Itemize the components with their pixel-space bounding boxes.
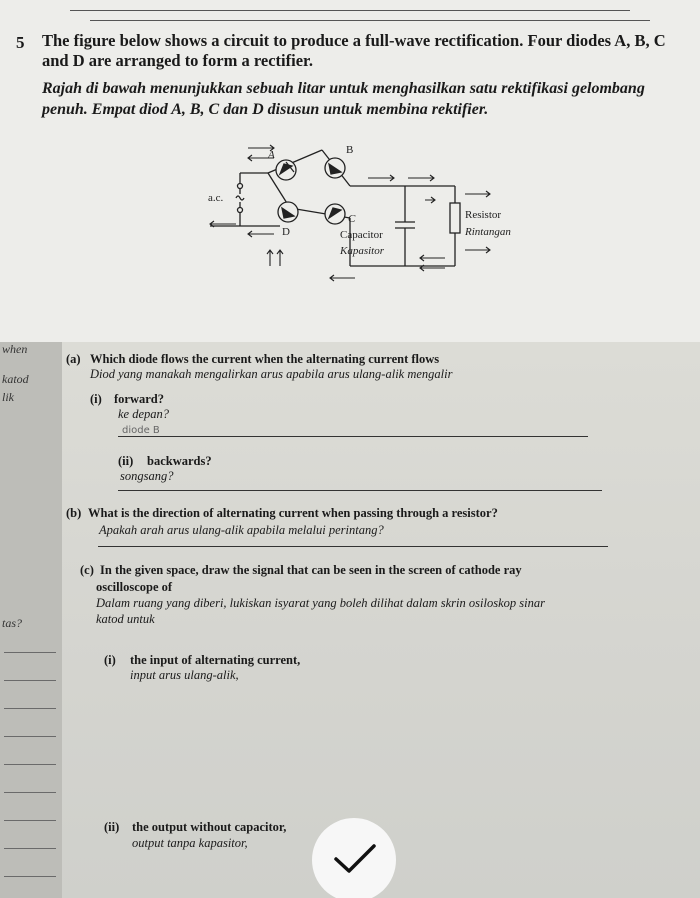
- diode-c: [325, 204, 356, 225]
- upper-sheet: [0, 0, 700, 342]
- part-a-ii-en: backwards?: [147, 454, 212, 468]
- previous-page-edge: [0, 342, 62, 898]
- margin-note: lik: [2, 390, 14, 404]
- part-c-ii-label: (ii): [104, 820, 120, 834]
- part-c-question-en-line1: In the given space, draw the signal that can be seen in the screen of cathode ray: [100, 563, 522, 577]
- margin-rule: [4, 652, 56, 653]
- part-c-question-ms-line1: Dalam ruang yang diberi, lukiskan isyarat yang boleh dilihat dalam skrin osiloskop sinar: [96, 596, 545, 610]
- margin-rule: [4, 708, 56, 709]
- margin-rule: [4, 736, 56, 737]
- part-b-question-ms: Apakah arah arus ulang-alik apabila melalui perintang?: [99, 523, 384, 537]
- ac-source: [208, 184, 244, 213]
- part-c-i-ms: input arus ulang-alik,: [130, 668, 239, 682]
- part-a-i-ms: ke depan?: [118, 407, 170, 421]
- diode-b-label: B: [346, 144, 354, 156]
- part-c-question-en-line2: oscilloscope of: [96, 580, 173, 594]
- part-a-question-ms: Diod yang manakah mengalirkan arus apabila arus ulang-alik mengalir: [90, 367, 453, 381]
- answer-line: [98, 546, 608, 547]
- diode-a: [267, 149, 296, 180]
- diode-c-label: C: [348, 213, 356, 225]
- header-rule: [90, 20, 650, 21]
- answer-line: [118, 436, 588, 437]
- margin-note: when: [2, 342, 28, 356]
- diode-d-label: D: [282, 226, 290, 238]
- margin-rule: [4, 792, 56, 793]
- capacitor-label-ms: Kapasitor: [340, 245, 385, 257]
- diode-b: [325, 144, 353, 178]
- part-a-question-en: Which diode flows the current when the alternating current flows: [90, 352, 440, 366]
- margin-rule: [4, 848, 56, 849]
- question-stem-malay: Rajah di bawah menunjukkan sebuah litar untuk menghasilkan satu rektifikasi gelombang penuh. Empat diod A, B, C dan D disusun untuk membina rektifier.: [42, 80, 645, 118]
- part-a-i-en: forward?: [114, 392, 164, 406]
- part-c-i-en: the input of alternating current,: [130, 653, 301, 667]
- margin-rule: [4, 680, 56, 681]
- diode-d: [278, 202, 298, 238]
- part-b-label: (b): [66, 506, 82, 520]
- capacitor-label-en: Capacitor: [340, 229, 383, 241]
- margin-rule: [4, 876, 56, 877]
- margin-rule: [4, 820, 56, 821]
- answer-line: [118, 490, 602, 491]
- checkmark-icon: [332, 842, 378, 876]
- resistor-label-en: Resistor: [465, 209, 502, 221]
- diode-a-label: A: [268, 149, 275, 161]
- ac-label: a.c.: [208, 192, 224, 204]
- resistor: [450, 203, 511, 238]
- part-c-i-label: (i): [104, 653, 116, 667]
- part-c-question-ms-line2: katod untuk: [96, 612, 155, 626]
- margin-note: tas?: [2, 616, 23, 630]
- part-a-ii-ms: songsang?: [120, 469, 174, 483]
- rectifier-circuit-figure: [200, 138, 530, 288]
- margin-rule: [4, 764, 56, 765]
- part-a-ii-label: (ii): [118, 454, 134, 468]
- question-stem-english: The figure below shows a circuit to produce a full-wave rectification. Four diodes A, B, C and D are arranged to form a rectifier.: [42, 31, 666, 70]
- question-number: 5: [16, 33, 25, 52]
- part-c-label: (c): [80, 563, 94, 577]
- checkmark-badge[interactable]: [312, 818, 396, 898]
- part-a-i-label: (i): [90, 392, 102, 406]
- header-rule: [70, 10, 630, 11]
- handwritten-answer: diode B: [122, 425, 160, 436]
- part-a-label: (a): [66, 352, 81, 366]
- part-c-ii-ms: output tanpa kapasitor,: [132, 836, 248, 850]
- part-b-question-en: What is the direction of alternating current when passing through a resistor?: [88, 506, 498, 520]
- part-c-ii-en: the output without capacitor,: [132, 820, 287, 834]
- margin-note: katod: [2, 372, 29, 386]
- resistor-label-ms: Rintangan: [465, 226, 511, 238]
